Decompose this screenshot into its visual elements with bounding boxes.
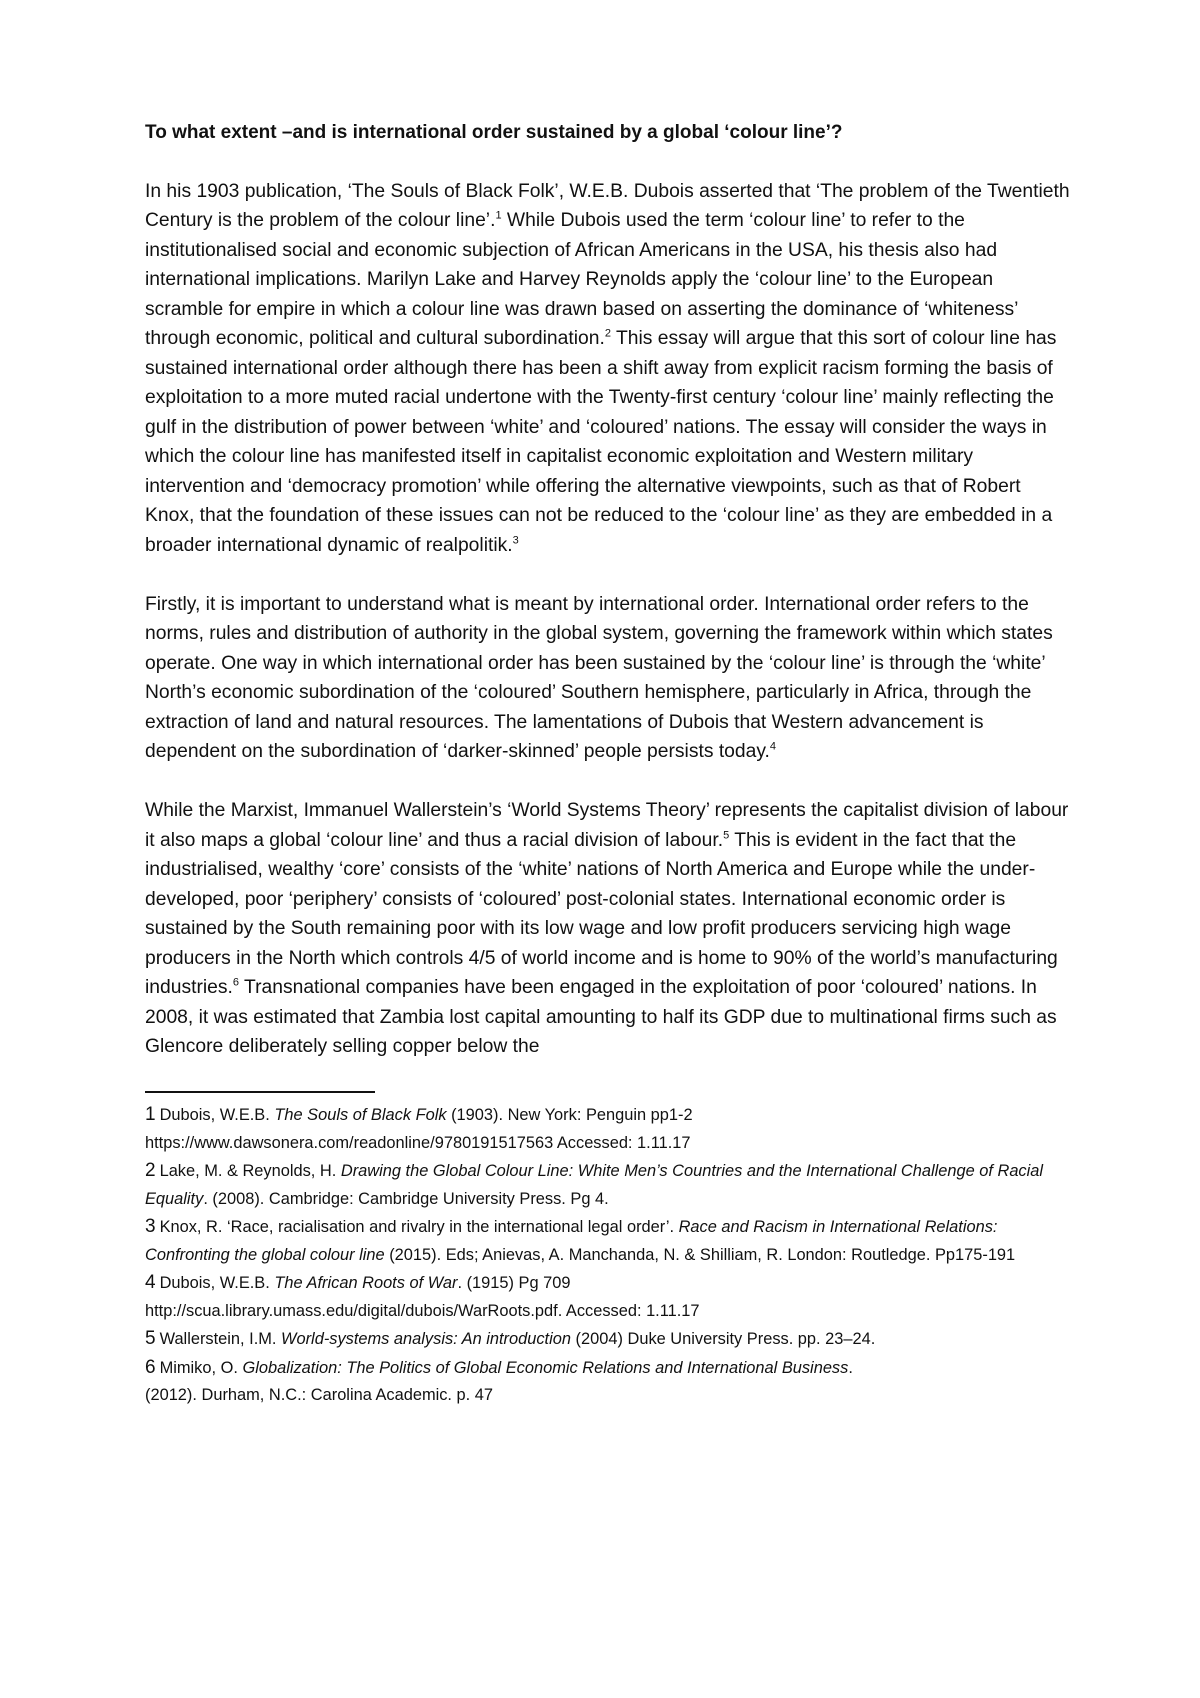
footnote	[145, 1354, 1070, 1410]
footnote-text: (2015). Eds; Anievas, A. Manchanda, N. & Shilliam, R. London: Routledge. Pp175-191	[384, 1245, 1016, 1264]
footnote	[145, 1101, 1070, 1157]
footnote-work-title: The African Roots of War	[274, 1274, 458, 1292]
footnote-ref: 4	[769, 740, 777, 753]
footnote	[145, 1269, 1070, 1325]
paragraph-text: While Dubois used the term ‘colour line’ to refer to the institutionalised social and economic subjection of African Americans in the USA, his thesis also had international implications. Marilyn Lake and Harvey Reynolds apply the ‘colour line’ to the European scramble for empire in which a colour line was drawn based on asserting the dominance of ‘whiteness’ through economic, political and cultural subordination.	[145, 210, 1018, 349]
footnote-text: (2012). Durham, N.C.: Carolina Academic. p. 47	[145, 1386, 493, 1404]
paragraph-text: This essay will argue that this sort of colour line has sustained international order although there has been a shift away from explicit racism forming the basis of exploitation to a more muted racial undertone with the Twenty-first century ‘colour line’ mainly reflecting the gulf in the distribution of power between ‘white’ and ‘coloured’ nations. The essay will consider the ways in which the colour line has manifested itself in capitalist economic exploitation and Western military intervention and ‘democracy promotion’ while offering the alternative viewpoints, such as that of Robert Knox, that the foundation of these issues can not be reduced to the ‘colour line’ as they are embedded in a broader international dynamic of realpolitik.	[145, 328, 1057, 556]
essay-title: To what extent –and is international order sustained by a global ‘colour line’?	[145, 122, 843, 143]
footnote-line	[145, 1269, 1070, 1298]
footnote-line	[145, 1382, 1070, 1410]
footnote-line	[145, 1298, 1070, 1326]
paragraph-text: This is evident in the fact that the industrialised, wealthy ‘core’ consists of the ‘white’ nations of North America and Europe while the under-developed, poor ‘periphery’ consists of ‘coloured’ post-colonial states. International economic order is sustained by the South remaining poor with its low wage and low profit producers servicing high wage producers in the North which controls 4/5 of world income and is home to 90% of the world’s manufacturing industries.	[145, 829, 1058, 998]
footnote-text: Lake, M. & Reynolds, H.	[159, 1162, 341, 1180]
footnote-text: Knox, R. ‘Race, racialisation and rivalry in the international legal order’.	[159, 1218, 679, 1236]
footnote	[145, 1157, 1070, 1213]
footnote-work-title: Drawing the Global Colour Line: White Men’s Countries and the International Challenge of Racial Equality	[145, 1162, 1044, 1208]
footnote-work-title: Globalization: The Politics of Global Economic Relations and International Business	[242, 1358, 849, 1377]
paragraph-text: Transnational companies have been engaged in the exploitation of poor ‘coloured’ nations. In 2008, it was estimated that Zambia lost capital amounting to half its GDP due to multinational firms such as Glencore deliberately selling copper below the	[145, 977, 1057, 1057]
paragraph-text: Firstly, it is important to understand what is meant by international order. International order refers to the norms, rules and distribution of authority in the global system, governing the framework within which states operate. One way in which international order has been sustained by the ‘colour line’ is through the ‘white’ North’s economic subordination of the ‘coloured’ Southern hemisphere, particularly in Africa, through the extraction of land and natural resources. The lamentations of Dubois that Western advancement is dependent on the subordination of ‘darker-skinned’ people persists today.	[145, 593, 1053, 762]
footnote-text: Dubois, W.E.B.	[159, 1274, 275, 1292]
document-page	[145, 118, 1070, 1410]
footnote-ref: 5	[723, 829, 730, 842]
paragraph	[145, 177, 1070, 561]
footnote-ref: 6	[232, 976, 240, 989]
footnote-line	[145, 1213, 1070, 1269]
footnote-work-title: Race and Racism in International Relations: Confronting the global colour line	[145, 1218, 998, 1264]
footnote-work-title: World-systems analysis: An introduction	[281, 1330, 571, 1348]
body-text	[145, 177, 1070, 1062]
footnote-text: https://www.dawsonera.com/readonline/9780191517563 Accessed: 1.11.17	[145, 1133, 691, 1152]
footnote-number: 4	[145, 1272, 156, 1293]
footnote-number: 5	[145, 1328, 156, 1349]
footnote-number: 1	[145, 1104, 156, 1125]
footnote-line	[145, 1157, 1070, 1213]
footnote-text: . (1915) Pg 709	[457, 1274, 571, 1292]
footnote-text: . (2008). Cambridge: Cambridge University Press. Pg 4.	[203, 1189, 609, 1208]
footnote-line	[145, 1101, 1070, 1130]
footnote-text: Wallerstein, I.M.	[159, 1330, 282, 1348]
footnote-number: 6	[145, 1356, 156, 1378]
footnote-separator	[145, 1091, 375, 1093]
footnote-ref: 3	[512, 534, 519, 547]
paragraph-text: While the Marxist, Immanuel Wallerstein’s ‘World Systems Theory’ represents the capitalist division of labour it also maps a global ‘colour line’ and thus a racial division of labour.	[145, 800, 1069, 851]
paragraph	[145, 796, 1070, 1062]
footnote	[145, 1325, 1070, 1354]
footnote-work-title: The Souls of Black Folk	[274, 1106, 447, 1124]
footnote-text: (2004) Duke University Press. pp. 23–24.	[571, 1330, 876, 1348]
footnote-line	[145, 1130, 1070, 1158]
footnote-text: http://scua.library.umass.edu/digital/dubois/WarRoots.pdf. Accessed: 1.11.17	[145, 1301, 700, 1320]
paragraph	[145, 590, 1070, 767]
footnote-text: Dubois, W.E.B.	[159, 1106, 275, 1124]
footnote-ref: 1	[495, 209, 502, 222]
footnote-text: Mimiko, O.	[159, 1358, 243, 1377]
footnote-number: 2	[145, 1160, 156, 1181]
footnote-text: (1903). New York: Penguin pp1-2	[446, 1106, 693, 1124]
paragraph-text: In his 1903 publication, ‘The Souls of Black Folk’, W.E.B. Dubois asserted that ‘The problem of the Twentieth Century is the problem of the colour line’.	[145, 180, 1070, 231]
footnotes	[145, 1101, 1070, 1410]
footnote-number: 3	[145, 1216, 156, 1237]
footnote-line	[145, 1354, 1070, 1383]
footnote-text: .	[848, 1358, 853, 1377]
footnote-line	[145, 1325, 1070, 1354]
footnote	[145, 1213, 1070, 1269]
footnote-ref: 2	[604, 327, 611, 340]
